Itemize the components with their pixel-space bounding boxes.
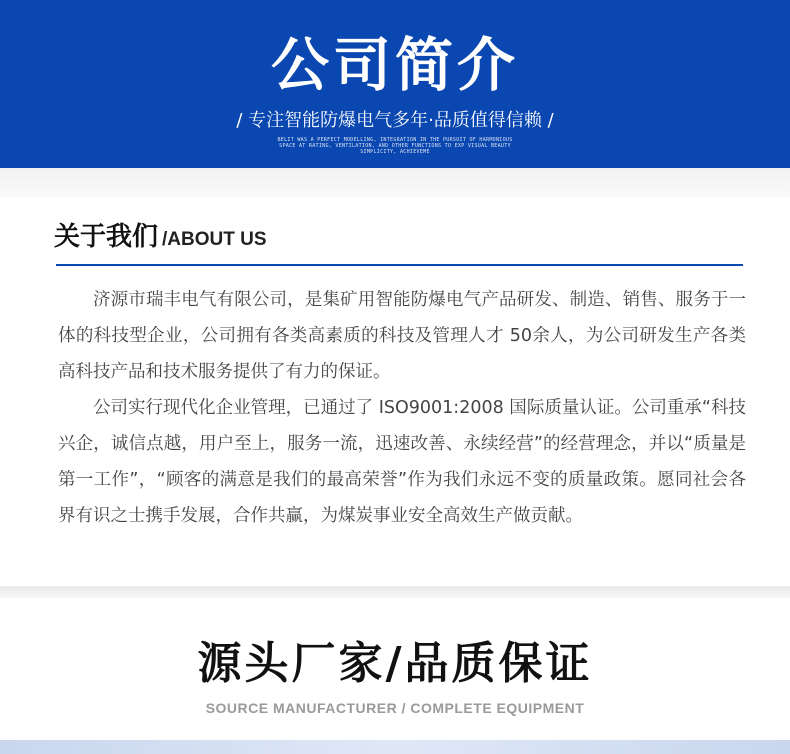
heading-underline bbox=[56, 264, 743, 266]
source-heading-en: SOURCE MANUFACTURER / COMPLETE EQUIPMENT bbox=[205, 700, 585, 716]
page-title: 公司简介 bbox=[270, 31, 519, 99]
source-heading-cn: 源头厂家/品质保证 bbox=[197, 638, 593, 689]
about-paragraph: 济源市瑞丰电气有限公司，是集矿用智能防爆电气产品研发、制造、销售、服务于一体的科技型企业，公司拥有各类高素质的科技及管理人才 50余人，为公司研发生产各类高科技产品和技术服务提供了有力的保证。 bbox=[58, 290, 746, 382]
next-section-edge bbox=[0, 740, 790, 754]
header-banner bbox=[0, 0, 790, 168]
banner-slogan: / 专注智能防爆电气多年·品质值得信赖 / bbox=[236, 110, 554, 131]
about-heading-cn: 关于我们 bbox=[54, 222, 159, 252]
about-section bbox=[0, 198, 790, 586]
about-paragraph: 公司实行现代化企业管理，已通过了 ISO9001:2008 国际质量认证。公司重承“科技兴企，诚信点越，用户至上，服务一流，迅速改善、永续经营”的经营理念，并以“质量是第一工作”，“顾客的满意是我们的最高荣誉”作为我们永远不变的质量政策。愿同社会各界有识之士携手发展，合作共赢，为煤炭事业安全高效生产做贡献。 bbox=[58, 398, 746, 526]
section-divider bbox=[0, 168, 790, 198]
source-section bbox=[0, 598, 790, 740]
about-heading bbox=[54, 216, 267, 253]
banner-fine-print: BELIT WAS A PERFECT MODELLING, INTEGRATION IN THE PURSUIT OF HARMONIOUS SPACE AT RATING, VENTILATION, AND OTHER FUNCTIONS TO EXP VISUAL BEAUTY SIMPLICITY, ACHIEVEME bbox=[277, 137, 513, 155]
about-heading-en: /ABOUT US bbox=[162, 229, 267, 250]
about-body bbox=[58, 282, 746, 534]
section-divider bbox=[0, 586, 790, 598]
